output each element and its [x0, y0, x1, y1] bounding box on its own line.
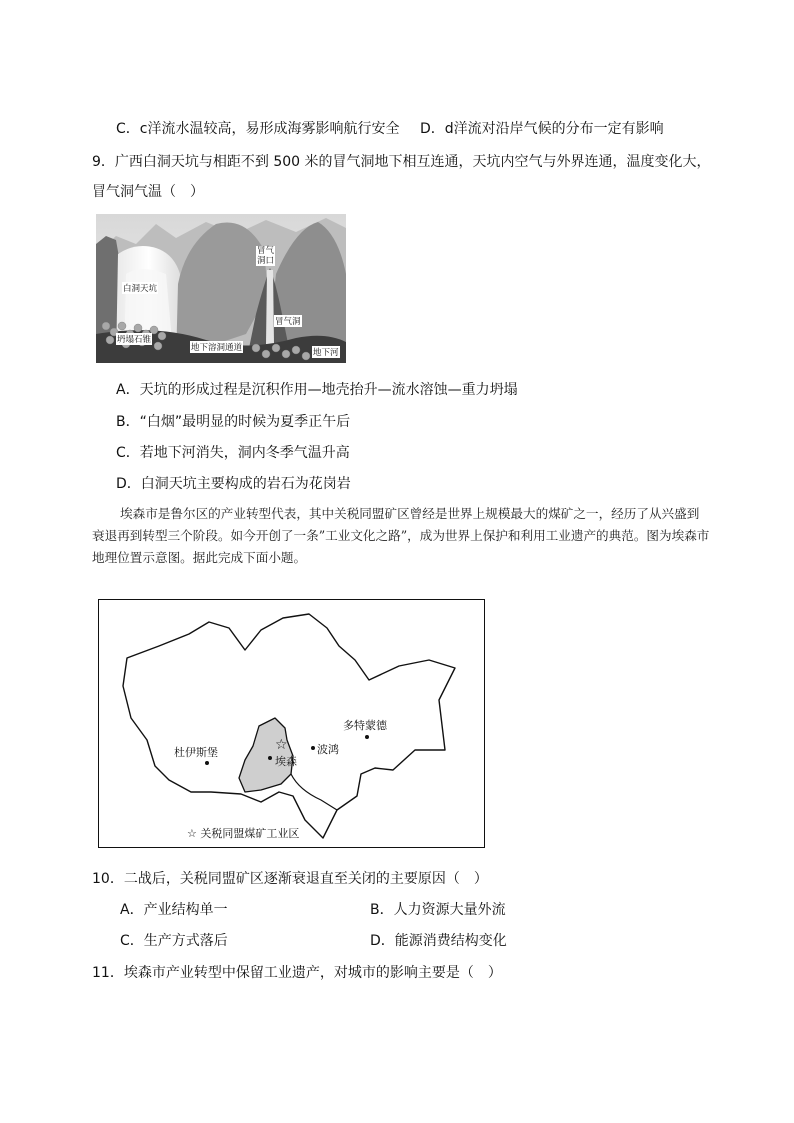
q9-option-d: D．白洞天坑主要构成的岩石为花岗岩: [116, 476, 351, 492]
legend-star-icon: ☆: [187, 827, 197, 840]
q9-option-a: A．天坑的形成过程是沉积作用—地壳抬升—流水溶蚀—重力坍塌: [116, 382, 518, 398]
label-vent-line1: 冒气: [257, 246, 275, 256]
label-vent-line2: 洞口: [257, 256, 275, 266]
sinkhole-figure: [96, 214, 346, 363]
q10-stem: 10．二战后，关税同盟矿区逐渐衰退直至关闭的主要原因（ ）: [92, 871, 488, 887]
essen-map-outline: [99, 600, 483, 846]
label-vent: [256, 246, 275, 266]
label-sinkhole: 白洞天坑: [123, 284, 158, 294]
q10-option-d: D．能源消费结构变化: [370, 933, 507, 949]
map-city-dortmund: 多特蒙德: [343, 719, 387, 732]
label-collapse: 坍塌石锥: [117, 335, 152, 345]
q9-option-c: C．若地下河消失，洞内冬季气温升高: [116, 445, 350, 461]
q9-option-b: B．“白烟”最明显的时候为夏季正午后: [116, 414, 351, 430]
q10-option-c: C．生产方式落后: [120, 933, 228, 949]
legend-text: 关税同盟煤矿工业区: [200, 827, 300, 840]
map-city-essen: 埃森: [275, 755, 297, 768]
map-legend: [187, 825, 299, 841]
q8-option-d: D．d洋流对沿岸气候的分布一定有影响: [420, 121, 664, 137]
label-channel: 地下溶洞通道: [191, 343, 243, 353]
label-cave: 冒气洞: [275, 317, 301, 327]
essen-map: [98, 599, 485, 848]
label-river: 地下河: [313, 348, 339, 358]
map-city-duisburg: 杜伊斯堡: [174, 746, 218, 759]
q9-stem-line1: 9．广西白洞天坑与相距不到 500 米的冒气洞地下相互连通，天坑内空气与外界连通，温度变化大，: [92, 154, 711, 170]
q11-stem: 11．埃森市产业转型中保留工业遗产，对城市的影响主要是（ ）: [92, 965, 502, 981]
q8-option-c: C．c洋流水温较高，易形成海雾影响航行安全: [116, 121, 400, 137]
map-city-bochum: 波鸿: [317, 743, 339, 756]
material-paragraph: 埃森市是鲁尔区的产业转型代表，其中关税同盟矿区曾经是世界上规模最大的煤矿之一，经历了从兴盛到衰退再到转型三个阶段。如今开创了一条”工业文化之路”，成为世界上保护和利用工业遗产的典范。图为埃森市地理位置示意图。据此完成下面小题。: [92, 506, 710, 565]
q10-option-b: B．人力资源大量外流: [370, 902, 506, 918]
q9-stem-line2: 冒气洞气温（ ）: [92, 184, 204, 200]
map-star-icon: ☆: [275, 737, 288, 753]
q10-option-a: A．产业结构单一: [120, 902, 228, 918]
